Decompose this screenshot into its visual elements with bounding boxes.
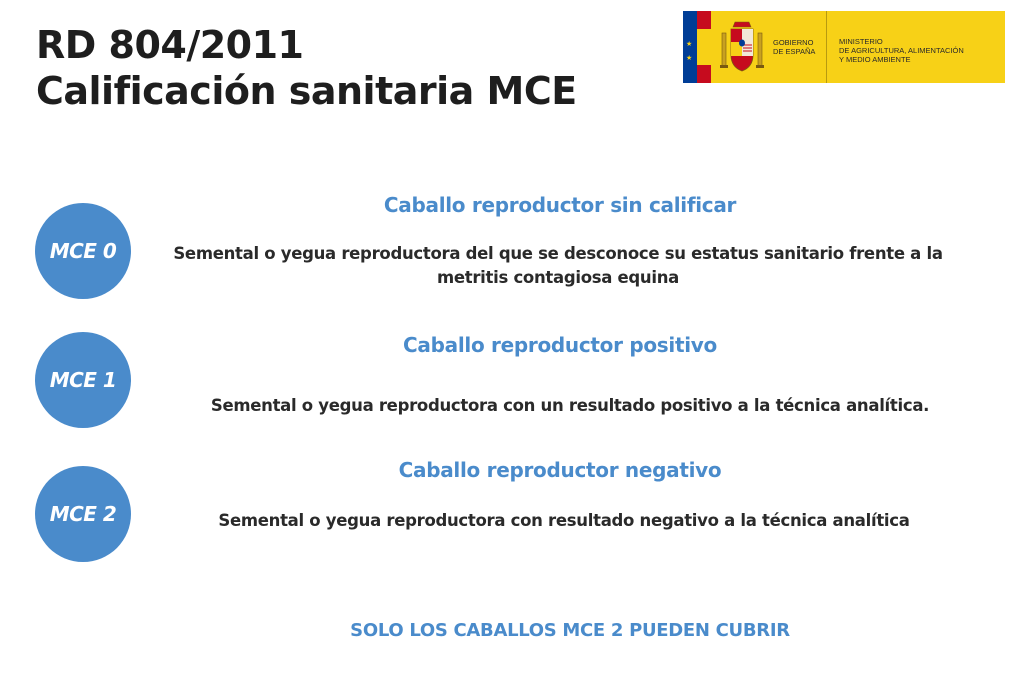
flag-icon: ★ ★ xyxy=(683,11,711,83)
mce1-description: Semental o yegua reproductora con un resultado positivo a la técnica analítica. xyxy=(210,396,930,415)
mce1-badge: MCE 1 xyxy=(35,332,131,428)
page-title xyxy=(36,22,577,114)
mce1-heading: Caballo reproductor positivo xyxy=(403,333,717,357)
mce0-badge: MCE 0 xyxy=(35,203,131,299)
mce0-description: Semental o yegua reproductora del que se desconoce su estatus sanitario frente a la metritis contagiosa equina xyxy=(173,244,943,287)
mce2-description: Semental o yegua reproductora con resultado negativo a la técnica analítica xyxy=(218,511,910,530)
government-logo xyxy=(683,11,1005,83)
mce0-heading: Caballo reproductor sin calificar xyxy=(383,193,737,217)
logo-government-text: GOBIERNO DE ESPAÑA xyxy=(773,11,827,83)
title-line-1: RD 804/2011 xyxy=(36,23,304,67)
title-line-2: Calificación sanitaria MCE xyxy=(36,69,577,113)
coat-of-arms-icon xyxy=(711,11,773,83)
footer-note: SOLO LOS CABALLOS MCE 2 PUEDEN CUBRIR xyxy=(350,620,790,641)
mce2-badge: MCE 2 xyxy=(35,466,131,562)
logo-ministry-text: MINISTERIO DE AGRICULTURA, ALIMENTACIÓN Y MEDIO AMBIENTE xyxy=(839,37,964,64)
mce2-heading: Caballo reproductor negativo xyxy=(398,458,722,482)
